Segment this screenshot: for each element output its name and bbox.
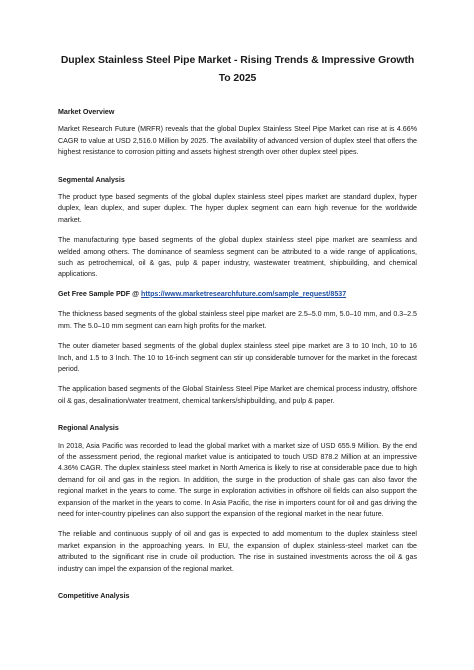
- paragraph-outer-diameter: The outer diameter based segments of the global duplex stainless steel pipe market are 3 to 10 Inch, 10 to 16 Inch, and 1.5 to 3 Inch. The 10 to 16-inch segment can stir up considerable turnover for the market in the forecast period.: [58, 342, 417, 373]
- paragraph-regional-2: The reliable and continuous supply of oil and gas is expected to add momentum to the duplex stainless steel market expansion in the approaching years. In EU, the expansion of duplex stainless-steel market can tbe attributed to the significant rise in crude oil production. The rise in sustained investments across the oil & gas industry can impel the expansion of the regional market.: [58, 530, 417, 573]
- section-heading-regional-analysis: Regional Analysis: [58, 424, 119, 433]
- paragraph-overview: Market Research Future (MRFR) reveals that the global Duplex Stainless Steel Pipe Market can rise at is 4.66% CAGR to value at USD 2,516.0 Million by 2025. The availability of advanced version of duplex steel that offers the highest resistance to corrosion pitting and assets highest strength over other duplex steel pipes.: [58, 125, 417, 157]
- sample-pdf-label: Get Free Sample PDF @: [58, 289, 142, 298]
- paragraph-product-type: The product type based segments of the global duplex stainless steel pipes market are standard duplex, hyper duplex, lean duplex, and super duplex. The hyper duplex segment can earn high revenue for the worldwide market.: [58, 193, 417, 224]
- paragraph-regional-1: In 2018, Asia Pacific was recorded to lead the global market with a market size of USD 655.9 Million. By the end of the assessment period, the regional market value is anticipated to touch USD 878.2 Million at an impressive 4.36% CAGR. The duplex stainless steel market in North America is likely to rise at considerable pace due to high demand for oil and gas in the region. In addition, the surge in the production of shale gas can also favor the regional market in the years to come. The surge in exploration activities in offshore oil fields can also support the expansion of the market in the years to come. In Asia Pacific, the rise in importers count for oil and gas driving the need for inter-country pipelines can also support the expansion of the regional market in the near future.: [58, 441, 417, 518]
- sample-pdf-line: [58, 289, 417, 300]
- paragraph-application: The application based segments of the Global Stainless Steel Pipe Market are chemical process industry, offshore oil & gas, desalination/water treatment, chemical tankers/shipbuilding, and pulp & paper.: [58, 385, 417, 405]
- sample-pdf-link[interactable]: https://www.marketresearchfuture.com/sample_request/8537: [141, 289, 347, 298]
- paragraph-manufacturing-type: The manufacturing type based segments of the global duplex stainless steel pipe market are seamless and welded among others. The dominance of seamless segment can be attributed to a wide range of applications, such as petrochemical, oil & gas, pulp & paper industry, wastewater treatment, shipbuilding, and chemical applications.: [58, 236, 417, 279]
- section-heading-segmental-analysis: Segmental Analysis: [58, 175, 125, 184]
- section-heading-competitive-analysis: Competitive Analysis: [58, 592, 130, 600]
- paragraph-thickness: The thickness based segments of the global stainless steel pipe market are 2.5–5.0 mm, 5.0–10 mm, and 0.3–2.5 mm. The 5.0–10 mm segment can earn high profits for the market.: [58, 310, 417, 330]
- page-title: Duplex Stainless Steel Pipe Market - Rising Trends & Impressive Growth To 2025: [60, 55, 415, 84]
- section-heading-market-overview: Market Overview: [58, 108, 115, 116]
